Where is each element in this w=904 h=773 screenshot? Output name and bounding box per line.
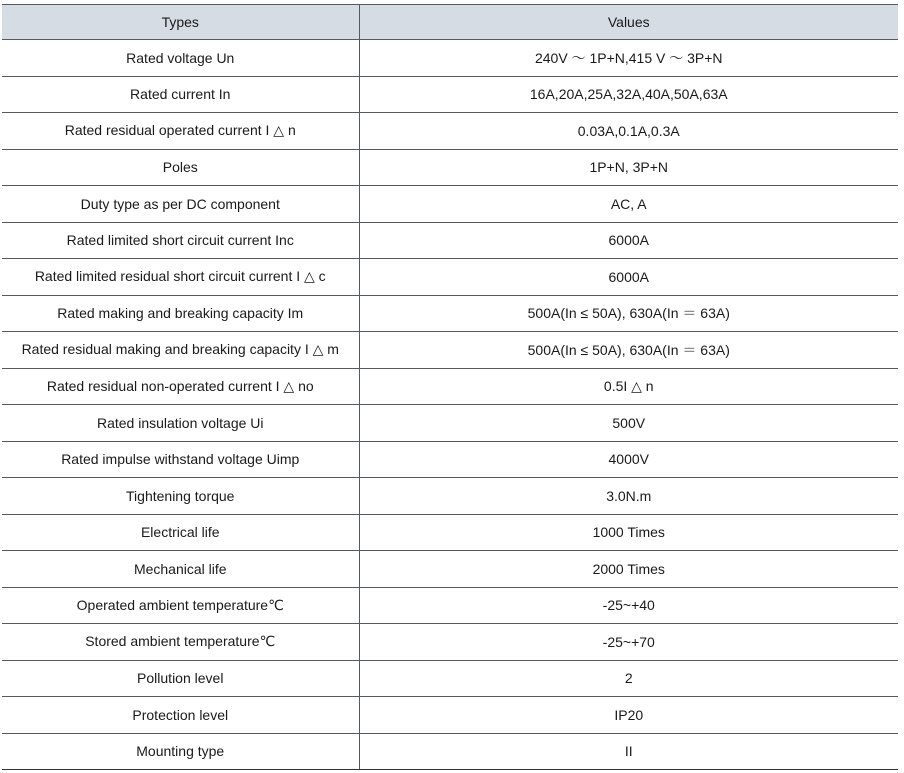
table-header-row: [2, 5, 898, 40]
table-row: [2, 587, 898, 624]
type-cell: Rated residual non-operated current I △ no: [2, 368, 359, 405]
type-cell: Protection level: [2, 697, 359, 734]
value-cell: 1000 Times: [359, 514, 898, 551]
type-cell: Rated limited residual short circuit current I △ c: [2, 259, 359, 296]
table-row: [2, 514, 898, 551]
value-cell: II: [359, 733, 898, 770]
table-row: [2, 478, 898, 515]
values-column-header: Values: [359, 5, 898, 40]
type-cell: Electrical life: [2, 514, 359, 551]
type-cell: Duty type as per DC component: [2, 186, 359, 223]
type-cell: Stored ambient temperature℃: [2, 624, 359, 661]
types-column-header: Types: [2, 5, 359, 40]
type-cell: Pollution level: [2, 660, 359, 697]
table-row: [2, 259, 898, 296]
type-cell: Tightening torque: [2, 478, 359, 515]
type-cell: Rated voltage Un: [2, 40, 359, 77]
value-cell: 2000 Times: [359, 551, 898, 588]
value-cell: 6000A: [359, 259, 898, 296]
specifications-table: [2, 4, 898, 770]
value-cell: -25~+40: [359, 587, 898, 624]
table-row: [2, 149, 898, 186]
table-row: [2, 405, 898, 442]
value-cell: 240V ～ 1P+N,415 V ～ 3P+N: [359, 40, 898, 77]
type-cell: Rated impulse withstand voltage Uimp: [2, 441, 359, 478]
table-row: [2, 368, 898, 405]
value-cell: AC, A: [359, 186, 898, 223]
type-cell: Rated residual operated current I △ n: [2, 113, 359, 150]
table-row: [2, 295, 898, 332]
value-cell: 1P+N, 3P+N: [359, 149, 898, 186]
value-cell: 0.03A,0.1A,0.3A: [359, 113, 898, 150]
value-cell: 0.5I △ n: [359, 368, 898, 405]
table-row: [2, 441, 898, 478]
type-cell: Rated insulation voltage Ui: [2, 405, 359, 442]
table-row: [2, 697, 898, 734]
value-cell: 6000A: [359, 222, 898, 259]
table-row: [2, 332, 898, 369]
value-cell: IP20: [359, 697, 898, 734]
value-cell: 4000V: [359, 441, 898, 478]
type-cell: Rated limited short circuit current Inc: [2, 222, 359, 259]
table-row: [2, 733, 898, 770]
type-cell: Operated ambient temperature℃: [2, 587, 359, 624]
table-row: [2, 113, 898, 150]
value-cell: 16A,20A,25A,32A,40A,50A,63A: [359, 76, 898, 113]
type-cell: Poles: [2, 149, 359, 186]
type-cell: Mechanical life: [2, 551, 359, 588]
value-cell: 2: [359, 660, 898, 697]
value-cell: 3.0N.m: [359, 478, 898, 515]
table-row: [2, 40, 898, 77]
type-cell: Rated current In: [2, 76, 359, 113]
table-row: [2, 551, 898, 588]
value-cell: 500A(In ≤ 50A), 630A(In ＝ 63A): [359, 295, 898, 332]
table-row: [2, 624, 898, 661]
table-row: [2, 222, 898, 259]
table-row: [2, 660, 898, 697]
value-cell: 500A(In ≤ 50A), 630A(In ＝ 63A): [359, 332, 898, 369]
table-row: [2, 186, 898, 223]
type-cell: Rated making and breaking capacity Im: [2, 295, 359, 332]
table-row: [2, 76, 898, 113]
value-cell: 500V: [359, 405, 898, 442]
type-cell: Rated residual making and breaking capacity I △ m: [2, 332, 359, 369]
type-cell: Mounting type: [2, 733, 359, 770]
value-cell: -25~+70: [359, 624, 898, 661]
